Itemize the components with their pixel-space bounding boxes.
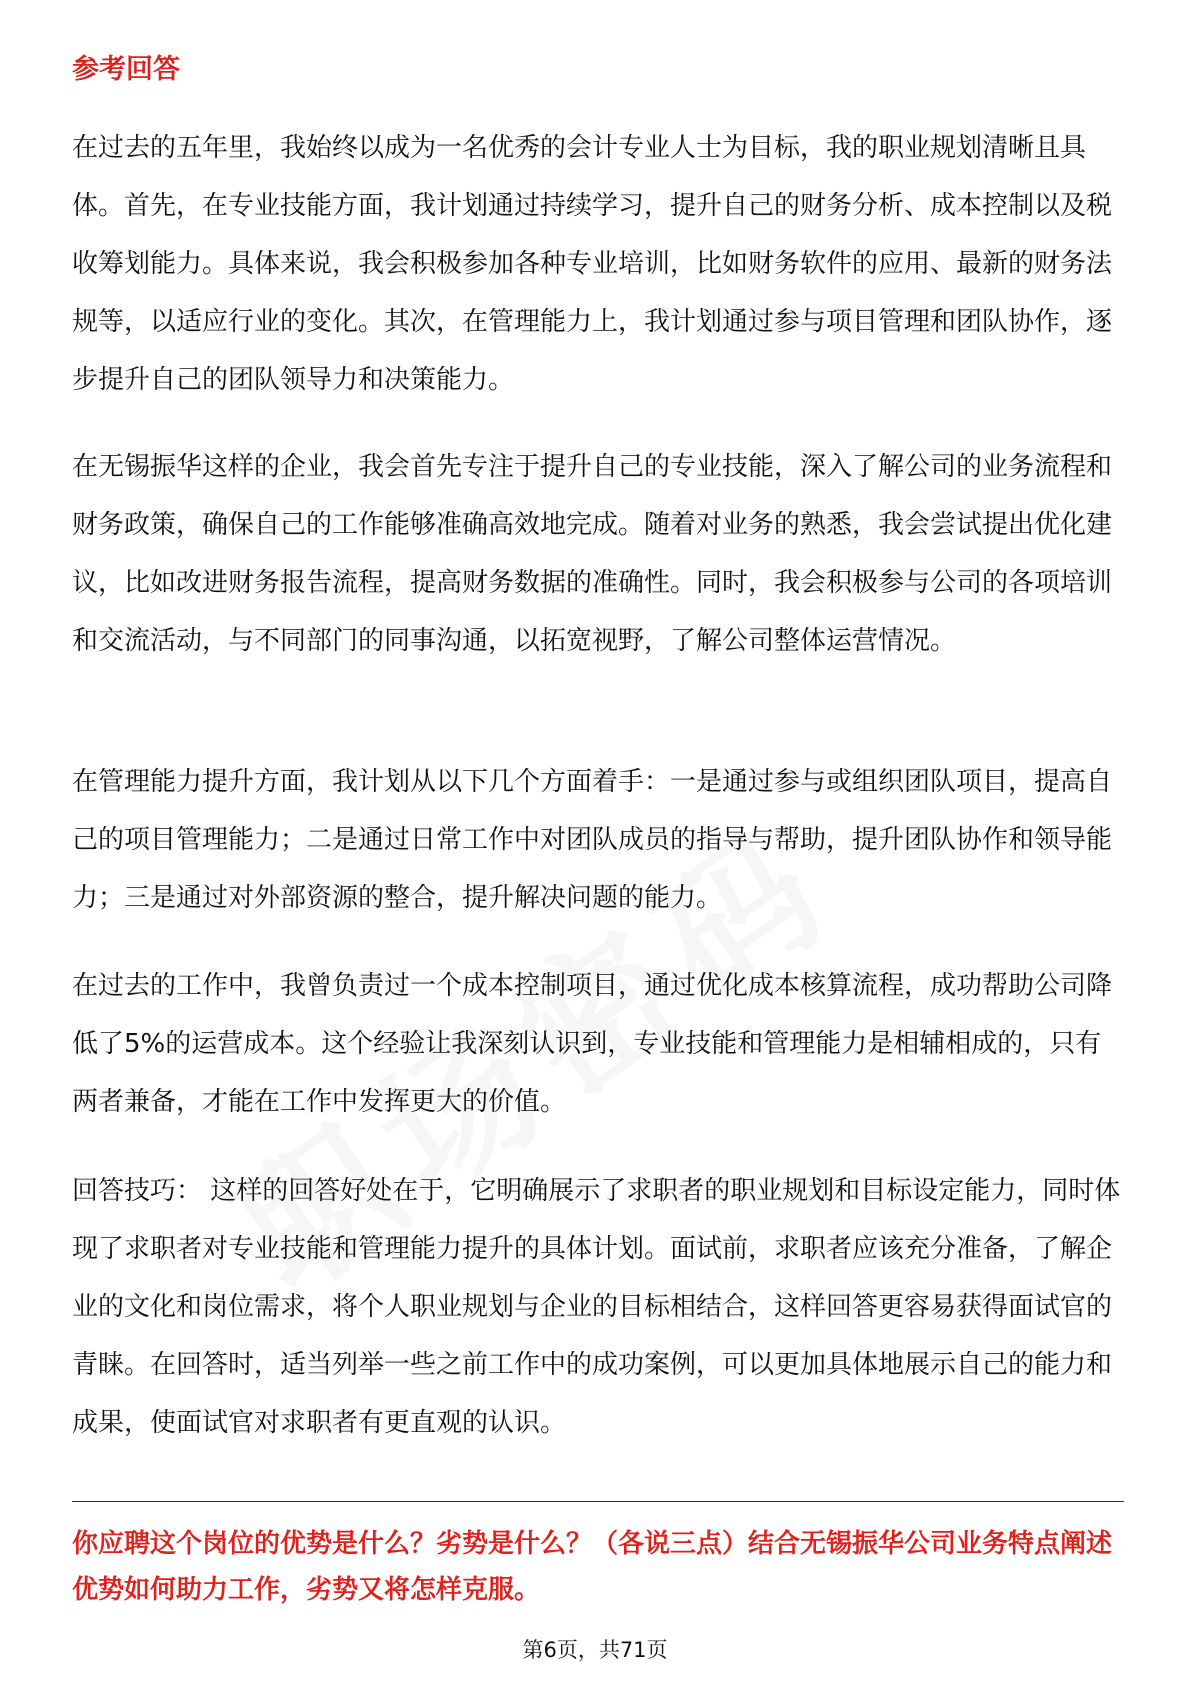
- answer-tips-paragraph: 回答技巧： 这样的回答好处在于，它明确展示了求职者的职业规划和目标设定能力，同时体现了求职者对专业技能和管理能力提升的具体计划。面试前，求职者应该充分准备，了解企业的文化和岗位需求，将个人职业规划与企业的目标相结合，这样回答更容易获得面试官的青睐。在回答时，适当列举一些之前工作中的成功案例，可以更加具体地展示自己的能力和成果，使面试官对求职者有更直观的认识。: [72, 1176, 1121, 1438]
- page-footer: 第6页，共71页: [522, 1638, 668, 1662]
- answer-paragraph-3: 在管理能力提升方面，我计划从以下几个方面着手：一是通过参与或组织团队项目，提高自己的项目管理能力；二是通过日常工作中对团队成员的指导与帮助，提升团队协作和领导能力；三是通过对外部资源的整合，提升解决问题的能力。: [72, 767, 1113, 913]
- answer-paragraph-4: 在过去的工作中，我曾负责过一个成本控制项目，通过优化成本核算流程，成功帮助公司降低了5%的运营成本。这个经验让我深刻认识到，专业技能和管理能力是相辅相成的，只有两者兼备，才能在工作中发挥更大的价值。: [72, 971, 1113, 1117]
- next-question: 你应聘这个岗位的优势是什么？劣势是什么？（各说三点）结合无锡振华公司业务特点阐述优势如何助力工作，劣势又将怎样克服。: [72, 1529, 1113, 1605]
- answer-paragraph-1: 在过去的五年里，我始终以成为一名优秀的会计专业人士为目标，我的职业规划清晰且具体。首先，在专业技能方面，我计划通过持续学习，提升自己的财务分析、成本控制以及税收筹划能力。具体来说，我会积极参加各种专业培训，比如财务软件的应用、最新的财务法规等，以适应行业的变化。其次，在管理能力上，我计划通过参与项目管理和团队协作，逐步提升自己的团队领导力和决策能力。: [72, 133, 1113, 395]
- answer-paragraph-2: 在无锡振华这样的企业，我会首先专注于提升自己的专业技能，深入了解公司的业务流程和财务政策，确保自己的工作能够准确高效地完成。随着对业务的熟悉，我会尝试提出优化建议，比如改进财务报告流程，提高财务数据的准确性。同时，我会积极参与公司的各项培训和交流活动，与不同部门的同事沟通，以拓宽视野，了解公司整体运营情况。: [72, 452, 1113, 656]
- section-divider: [72, 1501, 1124, 1502]
- section-heading: 参考回答: [72, 54, 180, 85]
